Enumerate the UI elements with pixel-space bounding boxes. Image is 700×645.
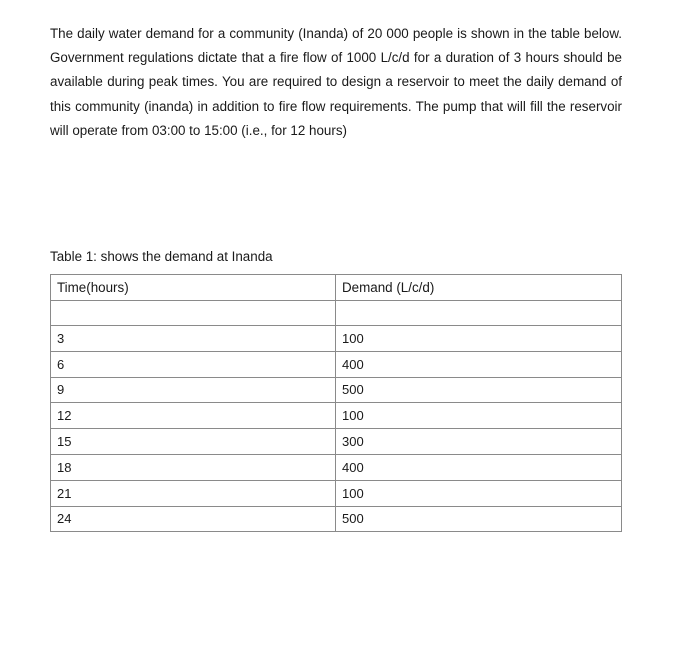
demand-cell: 100 — [336, 326, 622, 352]
table-row — [51, 480, 622, 506]
time-cell: 3 — [51, 326, 336, 352]
time-cell: 9 — [51, 377, 336, 403]
table-row — [51, 351, 622, 377]
table-caption: Table 1: shows the demand at Inanda — [50, 249, 273, 264]
table-cell-empty — [51, 301, 336, 326]
table-blank-row — [51, 301, 622, 326]
demand-cell: 100 — [336, 480, 622, 506]
column-header-time: Time(hours) — [51, 275, 336, 301]
time-cell: 6 — [51, 351, 336, 377]
demand-cell: 400 — [336, 351, 622, 377]
column-header-demand: Demand (L/c/d) — [336, 275, 622, 301]
table-header-row — [51, 275, 622, 301]
demand-cell: 100 — [336, 403, 622, 429]
time-cell: 12 — [51, 403, 336, 429]
time-cell: 21 — [51, 480, 336, 506]
problem-statement: The daily water demand for a community (Inanda) of 20 000 people is shown in the table below. Government regulations dictate that a fire flow of 1000 L/c/d for a duration of 3 hours should be available during peak times. You are required to design a reservoir to meet the daily demand of this community (inanda) in addition to fire flow requirements. The pump that will fill the reservoir will operate from 03:00 to 15:00 (i.e., for 12 hours) — [50, 26, 622, 138]
table-row — [51, 377, 622, 403]
table-row — [51, 506, 622, 532]
table-row — [51, 454, 622, 480]
table-cell-empty — [336, 301, 622, 326]
time-cell: 15 — [51, 429, 336, 455]
demand-cell: 400 — [336, 454, 622, 480]
demand-cell: 500 — [336, 506, 622, 532]
time-cell: 18 — [51, 454, 336, 480]
demand-table — [50, 274, 622, 532]
table-row — [51, 403, 622, 429]
table-row — [51, 326, 622, 352]
time-cell: 24 — [51, 506, 336, 532]
table-row — [51, 429, 622, 455]
demand-cell: 300 — [336, 429, 622, 455]
demand-cell: 500 — [336, 377, 622, 403]
